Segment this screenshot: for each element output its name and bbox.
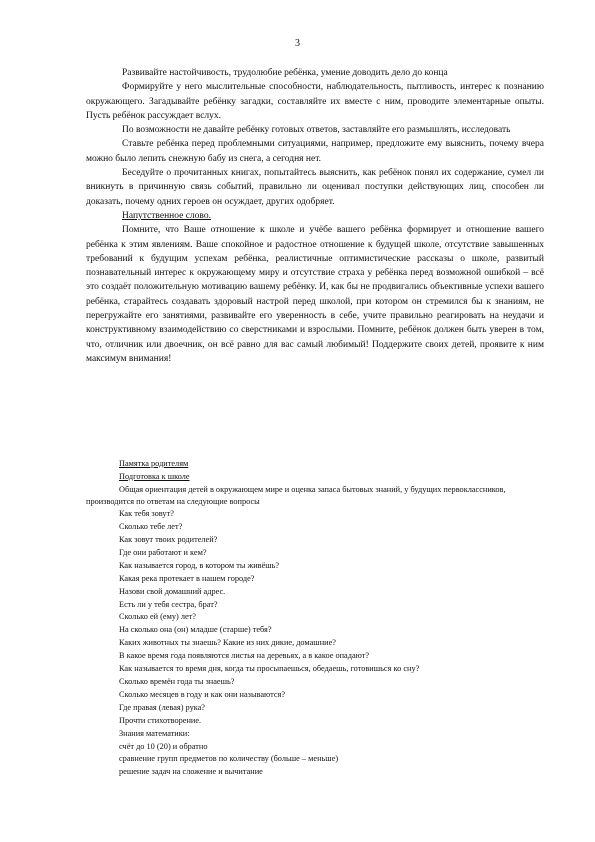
question-item: Где правая (левая) рука? — [119, 702, 205, 712]
question-item: Где они работают и кем? — [119, 547, 207, 557]
memo-subtitle: Подготовка к школе — [119, 471, 190, 481]
question-item: На сколько она (он) младше (старше) тебя? — [119, 625, 272, 635]
paragraph-no-ready-answers: По возможности не давайте ребёнку готовых ответов, заставляйте его размышлять, исследовать — [122, 125, 511, 136]
paragraph-perseverance: Развивайте настойчивость, трудолюбие ребёнка, умение доводить дело до конца — [122, 68, 448, 78]
math-skill-item: счёт до 10 (20) и обратно — [119, 741, 208, 751]
memo-title: Памятка родителям — [119, 459, 189, 468]
question-item: Сколько тебе лет? — [119, 522, 183, 532]
question-item: Сколько месяцев в году и как они называются? — [119, 689, 286, 699]
question-item: Какая река протекает в нашем городе? — [119, 573, 255, 583]
question-item: Каких животных ты знаешь? Какие из них дикие, домашние? — [119, 638, 336, 648]
math-skill-item: решение задач на сложение и вычитание — [119, 767, 263, 777]
body-text — [86, 66, 544, 366]
math-skill-item: сравнение групп предметов по количеству (больше – меньше) — [119, 754, 339, 764]
farewell-paragraph: Помните, что Ваше отношение к школе и учёбе вашего ребёнка формирует и отношение вашего ребёнка к этим явлениям. Ваше спокойное и радостное отношение к будущей школе, отсутствие завышенных требований к будущим успехам ребёнка, реалистичные оптимистические рассказы о школе, развитый познавательный интерес к окружающему миру и отсутствие страха у ребёнка перед возможной ошибкой – всё это создаёт положительную мотивацию вашему ребёнку. И, как бы не продвигались объективные успехи вашего ребёнка, старайтесь создавать здоровый настрой перед школой, при котором он стремился бы к знаниям, не перегружайте его занятиями, развивайте его уверенность в себе, учите правильно реагировать на неудачи и конструктивному взаимодействию со сверстниками и взрослыми. Помните, ребёнок должен быть уверен в том, что, отличник или двоечник, он всё равно для вас самый любимый! Поддержите своих детей, проявите к ним максимум внимания! — [86, 225, 544, 364]
paragraph-books: Беседуйте о прочитанных книгах, попытайтесь выяснить, как ребёнок понял их содержание, сумел ли вникнуть в причинную связь событий, правильно ли оценивал поступки действующих лиц, способен ли доказать, почему одних героев он осуждает, других одобряет. — [86, 168, 544, 207]
question-item: Как тебя зовут? — [119, 509, 174, 519]
question-item: Назови свой домашний адрес. — [119, 586, 226, 596]
paragraph-thinking-skills: Формируйте у него мыслительные способности, наблюдательность, пытливость, интерес к познанию окружающего. Загадывайте ребёнку загадки, составляйте их вместе с ним, проводите элементарные опыты. Пусть ребёнок рассуждает вслух. — [86, 82, 544, 121]
question-item: Как называется город, в котором ты живёшь? — [119, 560, 280, 570]
question-item: Есть ли у тебя сестра, брат? — [119, 599, 218, 609]
question-item: Как зовут твоих родителей? — [119, 535, 218, 545]
question-item: Как называется то время дня, когда ты просыпаешься, обедаешь, готовишься ко сну? — [119, 664, 420, 674]
memo-intro: Общая ориентация детей в окружающем мире и оценка запаса бытовых знаний, у будущих первоклассников, производится по ответам на следующие вопросы — [86, 484, 506, 507]
page-number: 3 — [295, 38, 300, 49]
farewell-heading: Напутственное слово. — [122, 210, 211, 221]
question-item: Сколько времён года ты знаешь? — [119, 677, 235, 686]
question-item: Прочти стихотворение. — [119, 715, 202, 725]
question-item: Сколько ей (ему) лет? — [119, 612, 196, 622]
math-skills-heading: Знания математики: — [119, 728, 190, 738]
question-item: В какое время года появляются листья на деревьях, а в какое опадают? — [119, 651, 370, 661]
parents-memo — [86, 458, 544, 779]
paragraph-problem-situations: Ставьте ребёнка перед проблемными ситуациями, например, предложите ему выяснить, почему вчера можно было лепить снежную бабу из снега, а сегодня нет. — [86, 139, 544, 164]
